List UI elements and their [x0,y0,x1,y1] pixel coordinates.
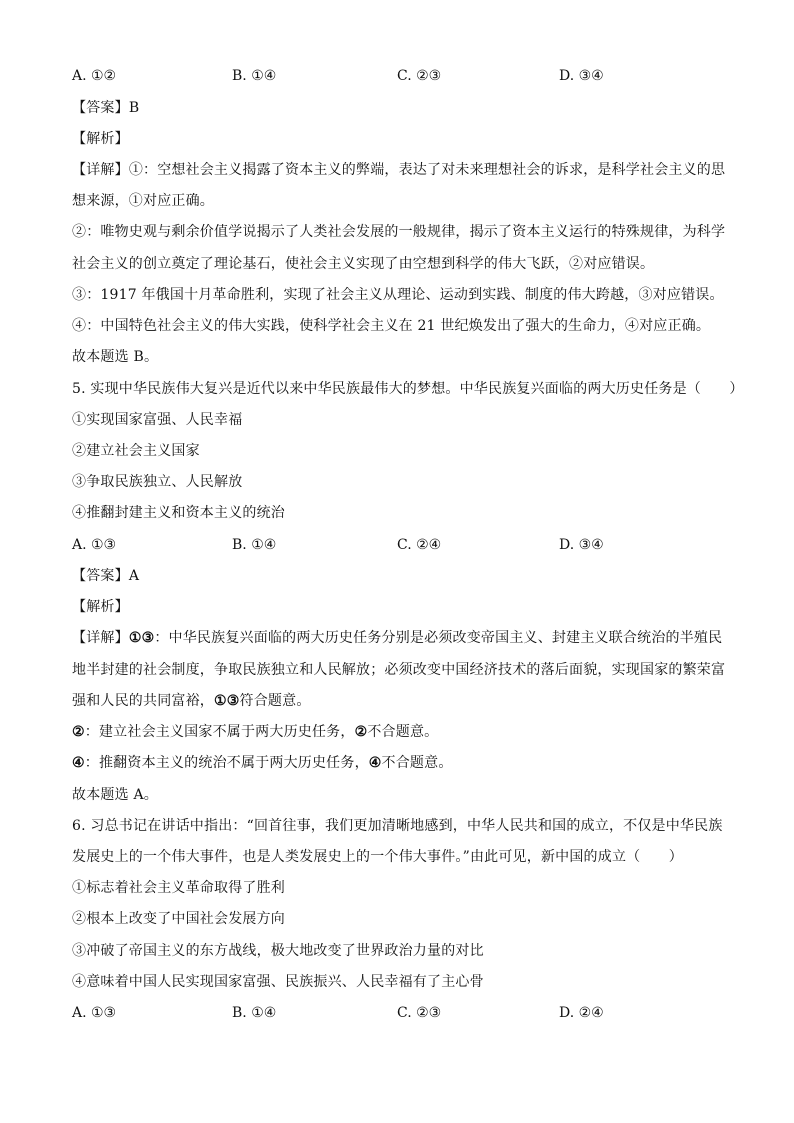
q4-option-a: A. ①② [72,68,117,84]
q6-stem-line-2: 发展史上的一个伟大事件，也是人类发展史上的一个伟大事件。”由此可见，新中国的成立（ ） [72,849,683,865]
q4-detail-line-6: ④：中国特色社会主义的伟大实践，使科学社会主义在 21 世纪焕发出了强大的生命力，④对应正确。 [72,318,711,334]
q5-item-3: ③争取民族独立、人民解放 [72,474,243,490]
q5-option-d: D. ③④ [559,537,604,553]
q4-detail-line-4: 社会主义的创立奠定了理论基石，使社会主义实现了由空想到科学的伟大飞跃，②对应错误。 [72,256,655,272]
q5-answer: 【答案】A [72,568,140,584]
q6-options [72,1003,732,1023]
q6-item-3: ③冲破了帝国主义的东方战线，极大地改变了世界政治力量的对比 [72,943,484,959]
q5-detail-line-3: 强和人民的共同富裕，①③符合题意。 [72,693,311,709]
q4-detail-line-1: 【详解】①：空想社会主义揭露了资本主义的弊端，表达了对未来理想社会的诉求，是科学社会主义的思 [72,162,726,178]
q5-detail-line-1: 【详解】①③：中华民族复兴面临的两大历史任务分别是必须改变帝国主义、封建主义联合统治的半殖民 [72,630,723,646]
q4-answer: 【答案】B [72,100,140,116]
q4-options [72,66,732,86]
q5-option-c: C. ②④ [397,537,442,553]
q5-analysis-label: 【解析】 [72,599,129,615]
q6-option-c: C. ②③ [397,1005,442,1021]
q6-option-b: B. ①④ [232,1005,277,1021]
q4-option-d: D. ③④ [559,68,604,84]
q4-option-b: B. ①④ [232,68,277,84]
q6-option-d: D. ②④ [559,1005,604,1021]
q5-item-1: ①实现国家富强、人民幸福 [72,412,243,428]
q4-detail-line-5: ③：1917 年俄国十月革命胜利，实现了社会主义从理论、运动到实践、制度的伟大跨越，③对应错误。 [72,287,724,303]
q5-option-b: B. ①④ [232,537,277,553]
q4-detail-line-3: ②：唯物史观与剩余价值学说揭示了人类社会发展的一般规律，揭示了资本主义运行的特殊规律，为科学 [72,224,726,240]
q5-conclusion: 故本题选 A。 [72,787,158,803]
q6-item-4: ④意味着中国人民实现国家富强、民族振兴、人民幸福有了主心骨 [72,974,484,990]
q4-analysis-label: 【解析】 [72,131,129,147]
q6-option-a: A. ①③ [72,1005,117,1021]
q5-detail-line-5: ④：推翻资本主义的统治不属于两大历史任务，④不合题意。 [72,755,453,771]
q5-detail-line-4: ②：建立社会主义国家不属于两大历史任务，②不合题意。 [72,724,439,740]
q6-stem-line-1: 6. 习总书记在讲话中指出：“回首往事，我们更加清晰地感到，中华人民共和国的成立，不仅是中华民族 [72,818,723,834]
q6-item-2: ②根本上改变了中国社会发展方向 [72,911,285,927]
q5-detail-line-2: 地半封建的社会制度，争取民族独立和人民解放；必须改变中国经济技术的落后面貌，实现国家的繁荣富 [72,662,726,678]
q5-item-2: ②建立社会主义国家 [72,443,200,459]
q5-options [72,535,732,555]
q5-item-4: ④推翻封建主义和资本主义的统治 [72,505,285,521]
q4-conclusion: 故本题选 B。 [72,349,159,365]
q4-option-c: C. ②③ [397,68,442,84]
q5-option-a: A. ①③ [72,537,117,553]
q4-detail-line-2: 想来源，①对应正确。 [72,193,214,209]
q6-item-1: ①标志着社会主义革命取得了胜利 [72,880,285,896]
q5-stem: 5. 实现中华民族伟大复兴是近代以来中华民族最伟大的梦想。中华民族复兴面临的两大历史任务是（ ） [72,381,744,397]
